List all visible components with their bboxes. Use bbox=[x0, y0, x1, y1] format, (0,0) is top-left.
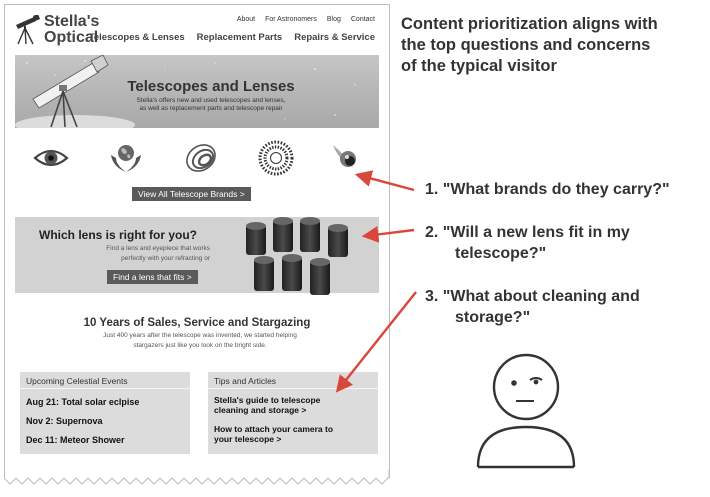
event-item[interactable]: Nov 2: Supernova bbox=[26, 416, 103, 426]
brand-logos-row bbox=[27, 139, 371, 179]
logo-line2: Optical bbox=[44, 29, 99, 46]
question-2-line2: telescope?" bbox=[455, 245, 547, 262]
about-title: 10 Years of Sales, Service and Stargazing bbox=[83, 317, 311, 329]
visitor-person-icon bbox=[470, 345, 590, 470]
lens-desc-line2: perfectly with your refracting or bbox=[121, 255, 210, 262]
nav-telescopes-lenses[interactable]: Telescopes & Lenses bbox=[88, 32, 185, 43]
comet-logo-icon[interactable] bbox=[327, 139, 365, 177]
about-description bbox=[65, 331, 335, 351]
article-link-attach-camera[interactable] bbox=[214, 424, 374, 444]
article-link-line: your telescope > bbox=[214, 434, 282, 444]
eye-logo-icon[interactable] bbox=[32, 139, 70, 177]
about-desc-line2: stargazers just like you look on the bright side. bbox=[133, 342, 267, 349]
tips-heading: Tips and Articles bbox=[214, 376, 277, 386]
nav-link-contact[interactable]: Contact bbox=[350, 16, 375, 23]
annotation-title-line3: of the typical visitor bbox=[401, 57, 557, 75]
hero-subtitle-line2: as well as replacement parts and telescope repair bbox=[139, 104, 283, 112]
lens-finder-description bbox=[55, 244, 210, 264]
question-3-line1: 3. "What about cleaning and bbox=[425, 288, 640, 305]
panel-divider bbox=[208, 388, 378, 389]
annotation-title-line2: the top questions and concerns bbox=[401, 36, 651, 54]
hands-globe-logo-icon[interactable] bbox=[107, 139, 145, 177]
nav-link-blog[interactable]: Blog bbox=[326, 16, 341, 23]
logo-line1: Stella's bbox=[44, 13, 100, 30]
find-lens-button[interactable]: Find a lens that fits > bbox=[107, 270, 198, 284]
lens-finder-title: Which lens is right for you? bbox=[39, 228, 198, 242]
lens-desc-line1: Find a lens and eyepiece that works bbox=[106, 245, 210, 252]
annotation-title bbox=[401, 14, 706, 77]
about-desc-line1: Just 400 years after the telescope was invented, we started helping bbox=[103, 332, 297, 339]
telescope-logo-icon bbox=[15, 15, 41, 45]
hero-subtitle-line1: Stella's offers new and used telescopes and lenses, bbox=[136, 97, 286, 104]
celestial-events-panel bbox=[20, 372, 190, 454]
hero-banner bbox=[15, 55, 379, 128]
lens-finder-section bbox=[15, 217, 379, 293]
nav-link-about[interactable]: About bbox=[236, 16, 256, 23]
annotation-title-line1: Content prioritization aligns with bbox=[401, 15, 658, 33]
nav-repairs-service[interactable]: Repairs & Service bbox=[294, 32, 375, 43]
utility-nav bbox=[237, 16, 375, 23]
torn-page-edge bbox=[4, 470, 390, 486]
eyepiece-lenses-image bbox=[240, 217, 370, 299]
panel-divider bbox=[20, 388, 190, 389]
site-logo[interactable] bbox=[15, 13, 125, 49]
question-1: 1. "What brands do they carry?" bbox=[425, 181, 670, 198]
article-link-line: cleaning and storage > bbox=[214, 405, 307, 415]
nav-link-for-astronomers[interactable]: For Astronomers bbox=[265, 16, 317, 23]
event-item[interactable]: Aug 21: Total solar eclpise bbox=[26, 397, 140, 407]
nav-replacement-parts[interactable]: Replacement Parts bbox=[196, 32, 283, 43]
website-mockup bbox=[4, 4, 390, 478]
event-item[interactable]: Dec 11: Meteor Shower bbox=[26, 435, 125, 445]
view-all-brands-button[interactable]: View All Telescope Brands > bbox=[132, 187, 251, 201]
article-link-cleaning-storage[interactable] bbox=[214, 395, 374, 415]
question-3-line2: storage?" bbox=[455, 309, 531, 326]
swirl-logo-icon[interactable] bbox=[182, 139, 220, 177]
tips-articles-panel bbox=[208, 372, 378, 454]
main-nav bbox=[89, 32, 375, 43]
events-heading: Upcoming Celestial Events bbox=[26, 376, 128, 386]
hero-title: Telescopes and Lenses bbox=[127, 78, 295, 95]
question-2-line1: 2. "Will a new lens fit in my bbox=[425, 224, 630, 241]
hero-subtitle bbox=[107, 97, 315, 112]
sunburst-logo-icon[interactable] bbox=[257, 139, 295, 177]
article-link-line: Stella's guide to telescope bbox=[214, 395, 321, 405]
article-link-line: How to attach your camera to bbox=[214, 424, 334, 434]
